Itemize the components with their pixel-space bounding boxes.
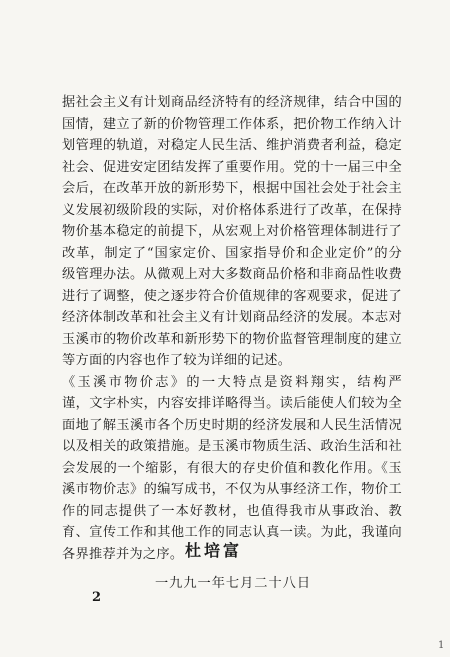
text-line: 溪市物价志》的编写成书，不仅为从事经济工作，物价工 xyxy=(62,482,402,497)
text-line: 据社会主义有计划商品经济特有的经济规律，结合中国的 xyxy=(62,95,402,110)
text-line: 《玉溪市物价志》的一大特点是资料翔实，结构严 xyxy=(62,374,402,390)
text-line: 谨，文字朴实，内容安排详略得当。读后能使人们较为全 xyxy=(62,396,402,411)
text-line: 国情，建立了新的价物管理工作体系，把价物工作纳入计 xyxy=(62,116,402,132)
document-date: 一九九一年七月二十八日 xyxy=(155,576,312,591)
text-line: 会后，在改革开放的新形势下，根据中国社会处于社会主 xyxy=(62,181,402,196)
text-line: 经济体制改革和社会主义有计划商品经济的发展。本志对 xyxy=(62,310,402,325)
text-line: 面地了解玉溪市各个历史时期的经济发展和人民生活情况 xyxy=(62,417,402,433)
text-line: 划管理的轨道，对稳定人民生活、维护消费者利益，稳定 xyxy=(62,138,402,153)
text-line: 改革，制定了“国家定价、国家指导价和企业定价”的分 xyxy=(62,245,402,261)
body-text xyxy=(62,92,402,565)
text-line: 育、宣传工作和其他工作的同志认真一读。为此，我谨向 xyxy=(62,525,402,540)
text-line: 各界推荐并为之序。 xyxy=(62,546,184,562)
author-signature: 杜培富 xyxy=(185,541,243,560)
text-line: 等方面的内容也作了较为详细的记述。 xyxy=(62,353,292,368)
text-line: 会发展的一个缩影，有很大的存史价值和教化作用。《玉 xyxy=(62,460,402,476)
text-line: 物价基本稳定的前提下，从宏观上对价格管理体制进行了 xyxy=(62,224,402,239)
text-line: 玉溪市的物价改革和新形势下的物价监督管理制度的建立 xyxy=(62,331,402,347)
text-line: 进行了调整，使之逐步符合价值规律的客观要求，促进了 xyxy=(62,288,402,304)
text-line: 以及相关的政策措施。是玉溪市物质生活、政治生活和社 xyxy=(62,439,402,454)
page-number: 2 xyxy=(92,590,102,605)
text-line: 义发展初级阶段的实际，对价格体系进行了改革，在保持 xyxy=(62,202,402,218)
text-line: 作的同志提供了一本好教材，也值得我市从事政治、教 xyxy=(62,503,402,519)
margin-mark: 1 xyxy=(438,640,445,651)
text-line: 社会、促进安定团结发挥了重要作用。党的十一届三中全 xyxy=(62,159,402,175)
text-line: 级管理办法。从微观上对大多数商品价格和非商品性收费 xyxy=(62,267,402,282)
